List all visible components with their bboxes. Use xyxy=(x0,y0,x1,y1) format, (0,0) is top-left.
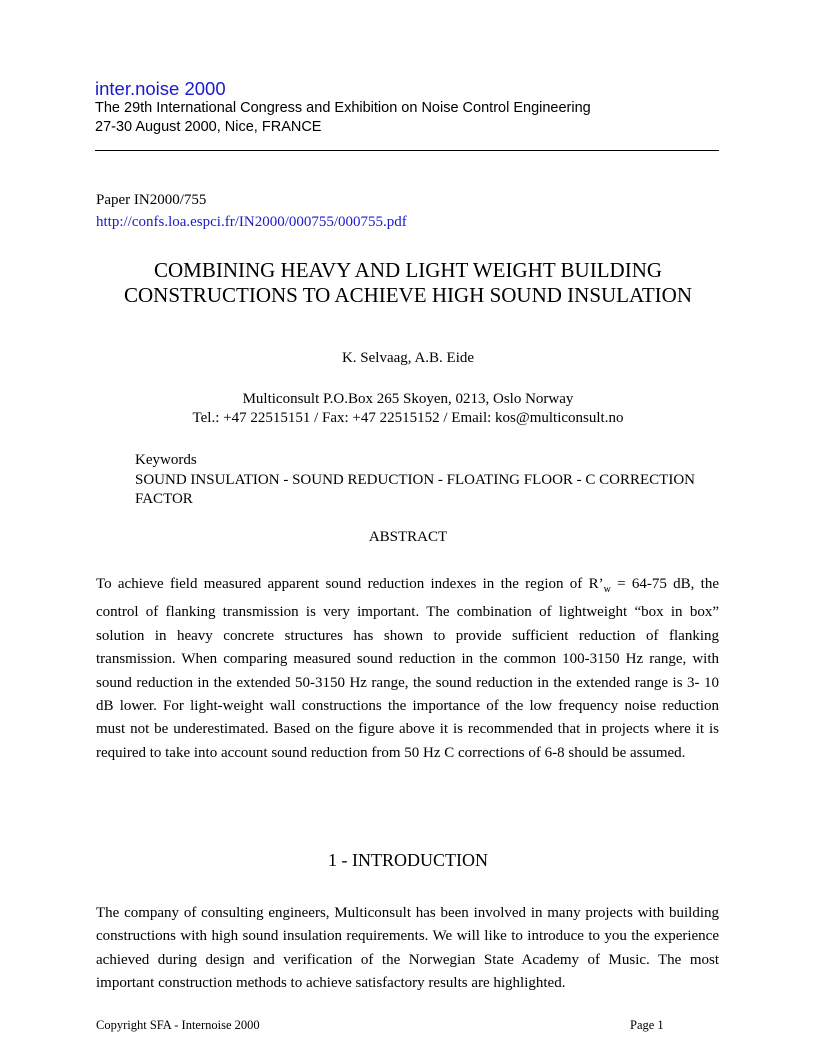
affiliation-address: Multiconsult P.O.Box 265 Skoyen, 0213, Oslo Norway xyxy=(242,391,574,407)
abstract-text-part1: To achieve field measured apparent sound reduction indexes in the region of R’ xyxy=(96,576,604,592)
abstract-heading: ABSTRACT xyxy=(368,529,448,545)
introduction-heading: 1 - INTRODUCTION xyxy=(328,850,488,870)
paper-authors: K. Selvaag, A.B. Eide xyxy=(341,350,475,366)
abstract-body xyxy=(96,573,719,765)
affiliation-contact: Tel.: +47 22515151 / Fax: +47 22515152 / Email: kos@multiconsult.no xyxy=(192,410,624,426)
conference-dates: 27-30 August 2000, Nice, FRANCE xyxy=(95,119,322,135)
keywords-text: SOUND INSULATION - SOUND REDUCTION - FLOATING FLOOR - C CORRECTION FACTOR xyxy=(135,472,695,507)
keywords-heading: Keywords xyxy=(135,452,197,468)
introduction-body: The company of consulting engineers, Multiconsult has been involved in many projects with building constructions with high sound insulation requirements. We will like to introduce to you the experience achieved during design and verification of the Norwegian State Academy of Music. The most important construction methods to achieve satisfactory results are highlighted. xyxy=(96,905,719,992)
paper-title: COMBINING HEAVY AND LIGHT WEIGHT BUILDING CONSTRUCTIONS TO ACHIEVE HIGH SOUND INSULATION xyxy=(124,258,692,307)
affiliation xyxy=(96,390,720,428)
header-divider xyxy=(95,150,719,151)
paper-id: Paper IN2000/755 xyxy=(96,192,207,208)
conference-name: inter.noise 2000 xyxy=(95,78,226,99)
paper-url-link[interactable]: http://confs.loa.espci.fr/IN2000/000755/000755.pdf xyxy=(96,214,407,230)
abstract-text-part2: = 64-75 dB, the control of flanking transmission is very important. The combination of lightweight “box in box” solution in heavy concrete structures has shown to provide sufficient reduction of flanking transmission. When comparing measured sound reduction in the common 100-3150 Hz range, with sound reduction in the extended 50-3150 Hz range, the sound reduction in the extended range is 3- 10 dB lower. For light-weight wall constructions the importance of the low frequency noise reduction must not be underestimated. Based on the figure above it is recommended that in projects where it is required to take into account sound reduction from 50 Hz C corrections of 6-8 should be assumed. xyxy=(96,576,719,761)
abstract-subscript: w xyxy=(603,584,611,595)
footer-page-number: Page 1 xyxy=(630,1018,664,1032)
congress-subtitle: The 29th International Congress and Exhibition on Noise Control Engineering xyxy=(95,100,591,116)
footer-copyright: Copyright SFA - Internoise 2000 xyxy=(96,1018,260,1032)
